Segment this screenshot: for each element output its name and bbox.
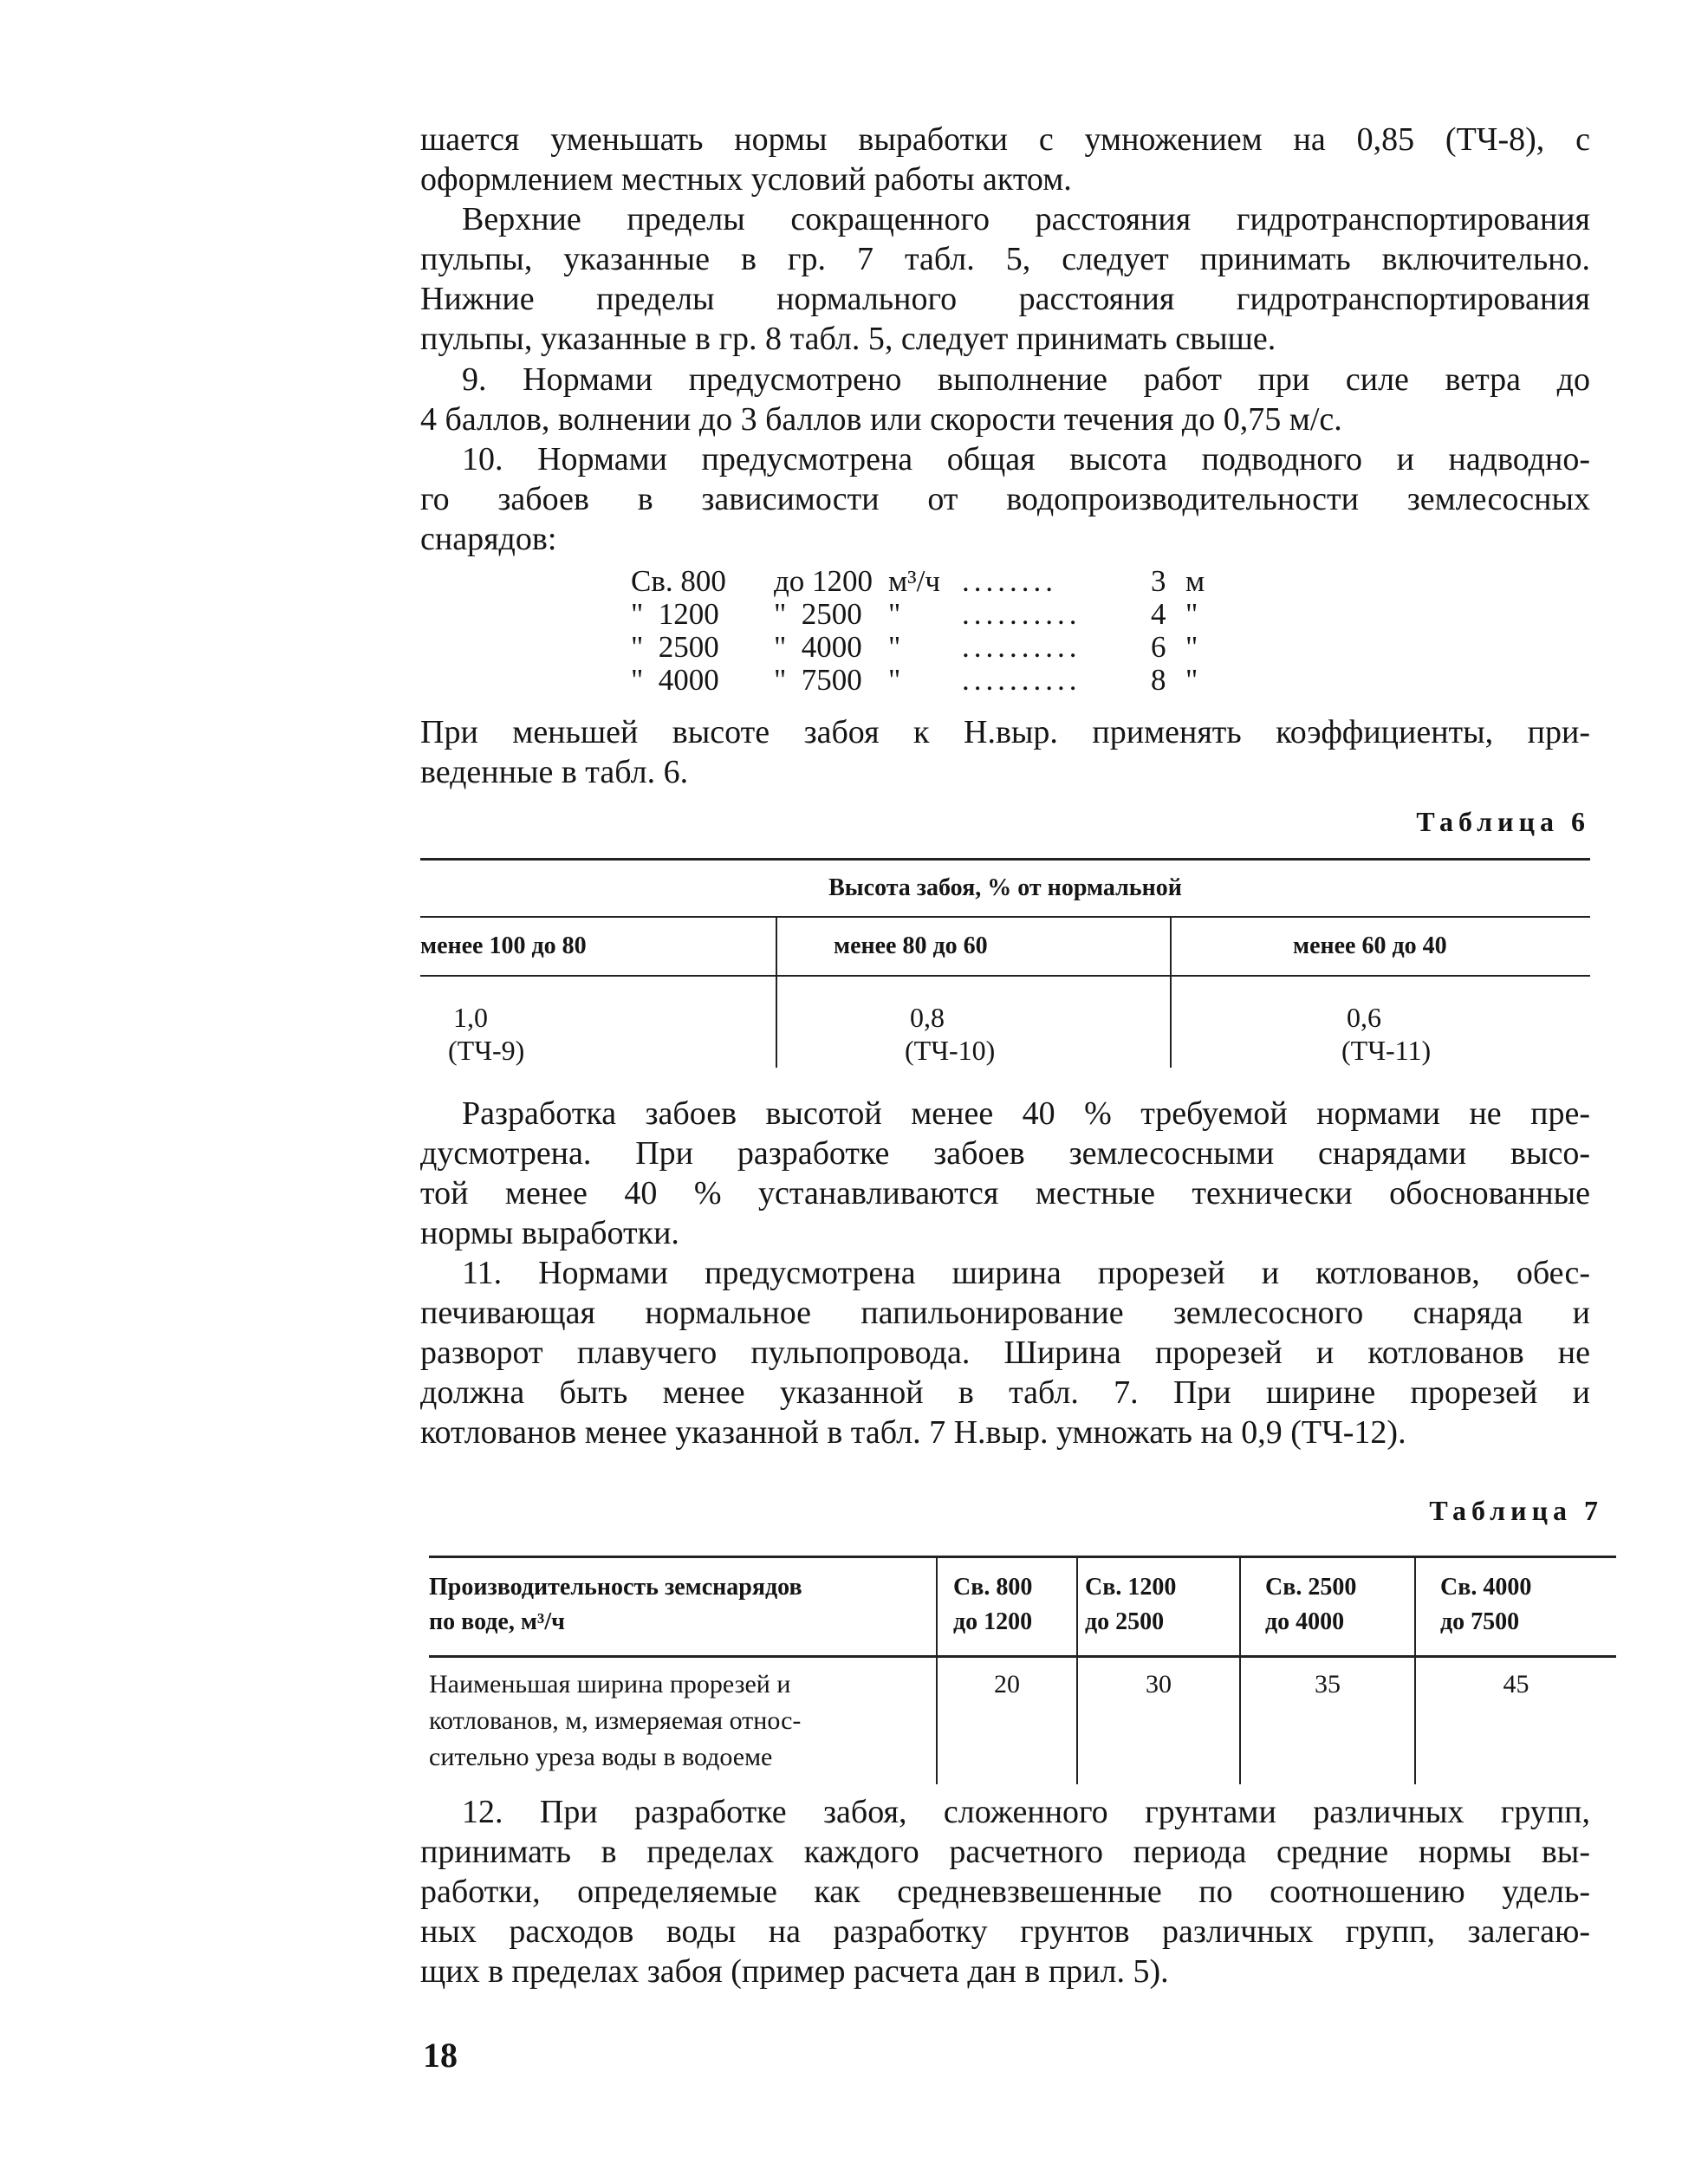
list-item [631,664,1220,697]
list-leader: .......... [962,631,1081,664]
list-value: 8 [1151,663,1166,697]
text-line: 11. Нормами предусмотрена ширина прорезей и котлованов, обес- [462,1255,1590,1291]
table6-column-headers [420,918,1590,977]
list-value-unit: " [1185,663,1198,697]
text-line: веденные в табл. 6. [420,754,689,790]
coefficient-code: (ТЧ-10) [905,1035,996,1066]
text-line: пульпы, указанные в гр. 7 табл. 5, следует принимать включительно. [420,241,1590,277]
table6-cell [1170,977,1590,1068]
list-item [631,631,1220,664]
list-unit: " [888,597,901,631]
text-line: ных расходов воды на разработку грунтов различных групп, залегаю- [420,1913,1590,1950]
list-to: " 2500 [774,597,862,631]
coefficient-code: (ТЧ-9) [448,1035,525,1066]
header-label-line: по воде, м³/ч [429,1608,565,1635]
col-line: Св. 2500 [1265,1574,1357,1601]
table7-col-3 [1239,1558,1414,1655]
paragraph-10 [420,439,1590,559]
paragraph-limits [420,199,1590,359]
text-line: той менее 40 % устанавливаются местные технически обоснованные [420,1175,1590,1211]
text-line: котлованов менее указанной в табл. 7 Н.выр. умножать на 0,9 (ТЧ-12). [420,1414,1406,1451]
text-line: принимать в пределах каждого расчетного периода средние нормы вы- [420,1834,1590,1870]
face-height-list [631,565,1220,697]
list-value: 6 [1151,630,1166,664]
col-line: Св. 4000 [1440,1574,1532,1601]
text-line: снарядов: [420,521,557,557]
row-label-line: сительно уреза воды в водоеме [429,1743,773,1771]
text-line: шается уменьшать нормы выработки с умножением на 0,85 (ТЧ-8), с [420,121,1590,158]
list-value-unit: " [1185,597,1198,631]
table6-cell [420,977,776,1068]
coefficient-value: 0,6 [1347,1002,1381,1033]
text-line: должна быть менее указанной в табл. 7. При ширине прорезей и [420,1374,1590,1411]
coefficient-code: (ТЧ-11) [1341,1035,1432,1066]
row-label-line: Наименьшая ширина прорезей и [429,1670,791,1699]
table7-col-2 [1076,1558,1239,1655]
col-line: до 2500 [1085,1608,1165,1635]
text-line: щих в пределах забоя (пример расчета дан в прил. 5). [420,1953,1169,1990]
list-to: " 7500 [774,663,862,697]
list-from: " 4000 [631,663,719,697]
text-line: го забоев в зависимости от водопроизводительности землесосных [420,481,1590,517]
paragraph-continuation [420,120,1590,199]
paragraph-9 [420,360,1590,439]
table6-row [420,977,1590,1068]
text-line: печивающая нормальное папильонирование землесосного снаряда и [420,1295,1590,1331]
list-leader: .......... [962,664,1081,697]
table6-col-2: менее 80 до 60 [776,918,1170,975]
list-value-unit: " [1185,630,1198,664]
table6-header: Высота забоя, % от нормальной [420,858,1590,918]
text-line: 9. Нормами предусмотрено выполнение работ при силе ветра до [462,361,1590,398]
text-line: Нижние пределы нормального расстояния гидротранспортирования [420,281,1590,317]
table6-cell [776,977,1170,1068]
row-label-line: котлованов, м, измеряемая относ- [429,1706,802,1735]
paragraph-12 [420,1792,1590,1991]
table7-header-label [429,1558,936,1655]
list-value: 4 [1151,597,1166,631]
list-value: 3 [1151,564,1166,598]
table7-row [429,1658,1616,1784]
list-unit: " [888,630,901,664]
text-line: нормы выработки. [420,1215,679,1251]
col-line: Св. 1200 [1085,1574,1177,1601]
header-label-line: Производительность земснарядов [429,1574,802,1601]
list-to: до 1200 [774,564,873,598]
table-6 [420,858,1590,1068]
list-leader: .......... [962,598,1081,631]
col-line: до 1200 [953,1608,1033,1635]
table-7 [429,1556,1616,1784]
table7-caption: Таблица 7 [1429,1495,1603,1526]
table7-row-label [429,1658,936,1784]
text-line: Разработка забоев высотой менее 40 % требуемой нормами не пре- [462,1095,1590,1132]
col-line: Св. 800 [953,1574,1033,1601]
list-leader: ........ [962,565,1057,598]
text-line: дусмотрена. При разработке забоев землесосными снарядами высо- [420,1135,1590,1172]
text-line: 12. При разработке забоя, сложенного грунтами различных групп, [462,1794,1590,1830]
text-line: разворот плавучего пульпопровода. Ширина прорезей и котлованов не [420,1335,1590,1371]
table7-col-4 [1414,1558,1616,1655]
list-unit: " [888,663,901,697]
list-from: Св. 800 [631,564,726,598]
list-item [631,598,1220,631]
text-line: При меньшей высоте забоя к Н.выр. применять коэффициенты, при- [420,714,1590,750]
list-from: " 1200 [631,597,719,631]
text-line: Верхние пределы сокращенного расстояния гидротранспортирования [462,201,1590,237]
table7-cell: 45 [1414,1658,1616,1784]
list-value-unit: м [1185,564,1205,598]
list-from: " 2500 [631,630,719,664]
paragraph-development [420,1094,1590,1253]
table7-cell: 30 [1076,1658,1239,1784]
paragraph-11 [420,1253,1590,1452]
coefficient-value: 1,0 [453,1002,488,1033]
table7-cell: 20 [936,1658,1076,1784]
list-to: " 4000 [774,630,862,664]
coefficient-value: 0,8 [910,1002,945,1033]
col-line: до 4000 [1265,1608,1345,1635]
text-line: оформлением местных условий работы актом. [420,161,1072,198]
table7-col-1 [936,1558,1076,1655]
col-line: до 7500 [1440,1608,1520,1635]
table6-col-3: менее 60 до 40 [1170,918,1590,975]
table7-header-row [429,1556,1616,1658]
text-line: 4 баллов, волнении до 3 баллов или скорости течения до 0,75 м/с. [420,401,1342,438]
table6-col-1: менее 100 до 80 [420,932,587,959]
table6-caption: Таблица 6 [1416,806,1590,837]
text-line: работки, определяемые как средневзвешенные по соотношению удель- [420,1874,1590,1910]
text-line: пульпы, указанные в гр. 8 табл. 5, следует принимать свыше. [420,321,1276,357]
table7-cell: 35 [1239,1658,1414,1784]
list-unit: м³/ч [888,564,940,598]
text-line: 10. Нормами предусмотрена общая высота подводного и надводно- [462,441,1590,477]
list-item [631,565,1220,598]
paragraph-lower-height [420,712,1590,792]
page-number: 18 [423,2036,458,2075]
